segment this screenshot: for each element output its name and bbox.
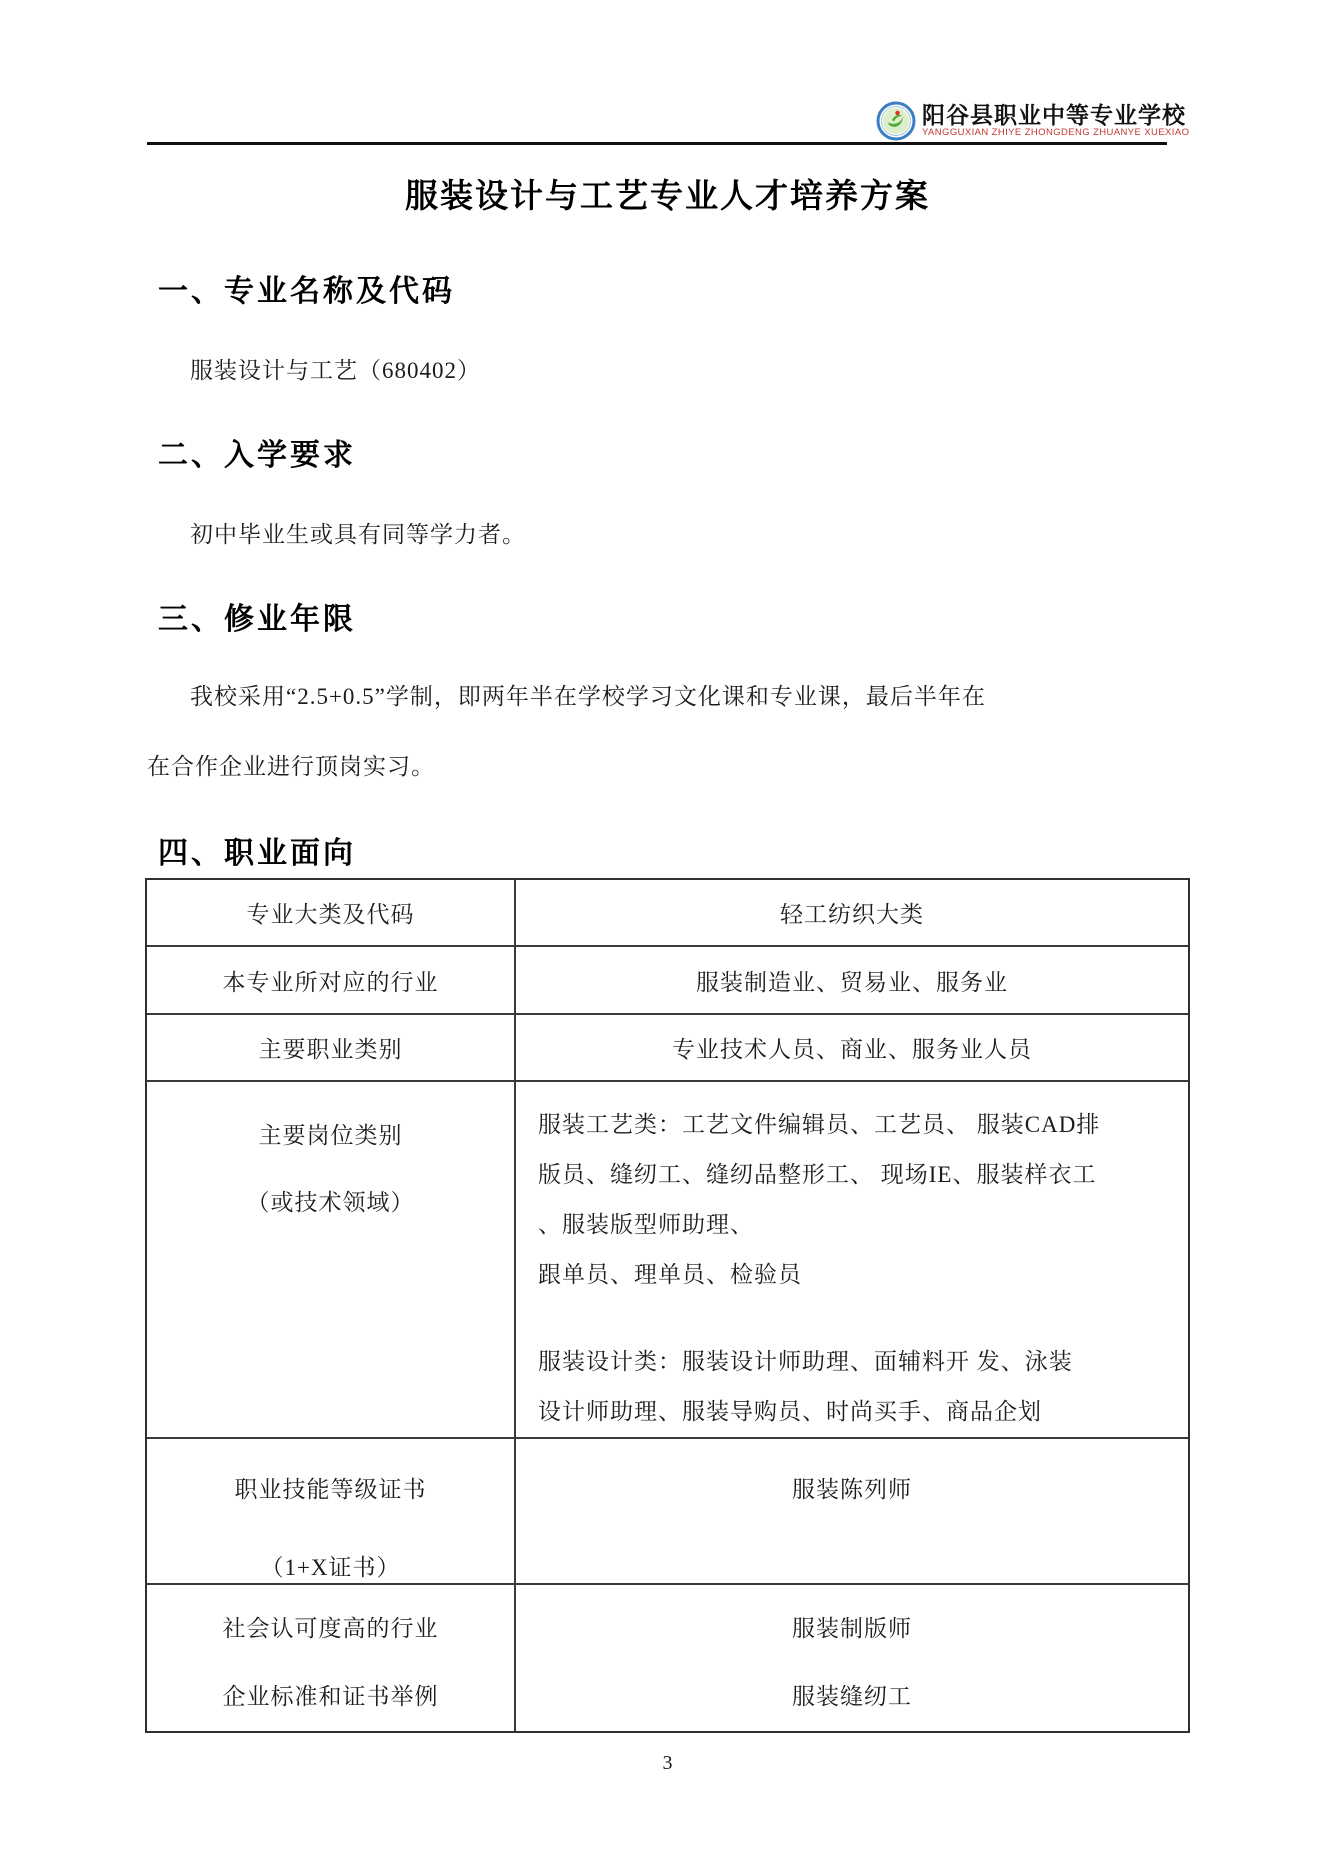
table-label: 主要职业类别 xyxy=(258,1036,403,1062)
table-label-cell xyxy=(147,1439,516,1583)
table-value-cell xyxy=(516,1082,1188,1437)
table-label-line: （或技术领域） xyxy=(246,1190,415,1215)
section-heading-career-orientation: 四、职业面向 xyxy=(158,837,356,870)
job-paragraph-craft xyxy=(538,1100,1168,1300)
table-value: 服装制造业、贸易业、服务业 xyxy=(696,969,1008,995)
table-label-line: （1+X证书） xyxy=(260,1555,401,1580)
section-heading-study-duration: 三、修业年限 xyxy=(158,603,356,636)
table-value-line: 服装制版师 xyxy=(792,1616,912,1641)
table-value-cell xyxy=(516,947,1188,1013)
table-label-cell xyxy=(147,880,516,945)
paragraph-study-duration-line2: 在合作企业进行顶岗实习。 xyxy=(147,754,435,779)
table-row-major-category xyxy=(147,880,1188,947)
table-value-line: 服装工艺类：工艺文件编辑员、工艺员、 服装CAD排 xyxy=(538,1112,1101,1137)
table-label: 专业大类及代码 xyxy=(246,902,415,927)
table-row-job-positions xyxy=(147,1082,1188,1439)
table-row-occupation-category xyxy=(147,1015,1188,1082)
paragraph-study-duration-line1: 我校采用“2.5+0.5”学制，即两年半在学校学习文化课和专业课，最后半年在 xyxy=(190,684,986,709)
table-value-cell xyxy=(516,1439,1188,1583)
table-value-line: 版员、缝纫工、缝纫品整形工、 现场IE、服装样衣工 xyxy=(538,1162,1097,1187)
table-label-line: 社会认可度高的行业 xyxy=(222,1616,439,1641)
table-value-line: 设计师助理、服装导购员、时尚买手、商品企划 xyxy=(538,1399,1042,1424)
table-row-industry xyxy=(147,947,1188,1015)
table-value-cell xyxy=(516,1015,1188,1080)
table-label-cell xyxy=(147,1585,516,1731)
table-row-industry-certificates xyxy=(147,1585,1188,1731)
table-label: 本专业所对应的行业 xyxy=(222,969,439,995)
table-label-cell xyxy=(147,1015,516,1080)
school-logo-icon xyxy=(876,101,916,141)
table-value-cell xyxy=(516,1585,1188,1731)
table-value-line: 跟单员、理单员、检验员 xyxy=(538,1262,802,1287)
table-label-cell xyxy=(147,1082,516,1437)
paragraph-entry-requirements: 初中毕业生或具有同等学力者。 xyxy=(190,522,526,547)
table-label-line: 主要岗位类别 xyxy=(258,1123,403,1148)
table-value: 轻工纺织大类 xyxy=(780,902,924,927)
table-row-skill-certificate xyxy=(147,1439,1188,1585)
section-heading-entry-requirements: 二、入学要求 xyxy=(158,439,356,472)
section-heading-major-name: 一、专业名称及代码 xyxy=(158,275,455,308)
table-label-line: 企业标准和证书举例 xyxy=(222,1684,439,1709)
table-value-line: 、服装版型师助理、 xyxy=(538,1212,754,1237)
table-value-cell xyxy=(516,880,1188,945)
page-number: 3 xyxy=(662,1752,673,1774)
table-label-cell xyxy=(147,947,516,1013)
paragraph-major-name: 服装设计与工艺（680402） xyxy=(190,358,481,383)
table-value-line: 服装缝纫工 xyxy=(792,1684,912,1709)
school-name-pinyin: YANGGUXIAN ZHIYE ZHONGDENG ZHUANYE XUEXIAO xyxy=(922,127,1190,138)
table-value: 专业技术人员、商业、服务业人员 xyxy=(672,1036,1032,1062)
table-value-line: 服装设计类：服装设计师助理、面辅料开 发、泳装 xyxy=(538,1349,1073,1374)
career-orientation-table xyxy=(145,878,1190,1733)
document-title: 服装设计与工艺专业人才培养方案 xyxy=(405,177,930,214)
table-value-line: 服装陈列师 xyxy=(792,1477,912,1502)
header-rule xyxy=(147,142,1167,145)
job-paragraph-design xyxy=(538,1337,1168,1437)
table-label-line: 职业技能等级证书 xyxy=(234,1477,427,1502)
school-name: 阳谷县职业中等专业学校 xyxy=(922,103,1186,128)
